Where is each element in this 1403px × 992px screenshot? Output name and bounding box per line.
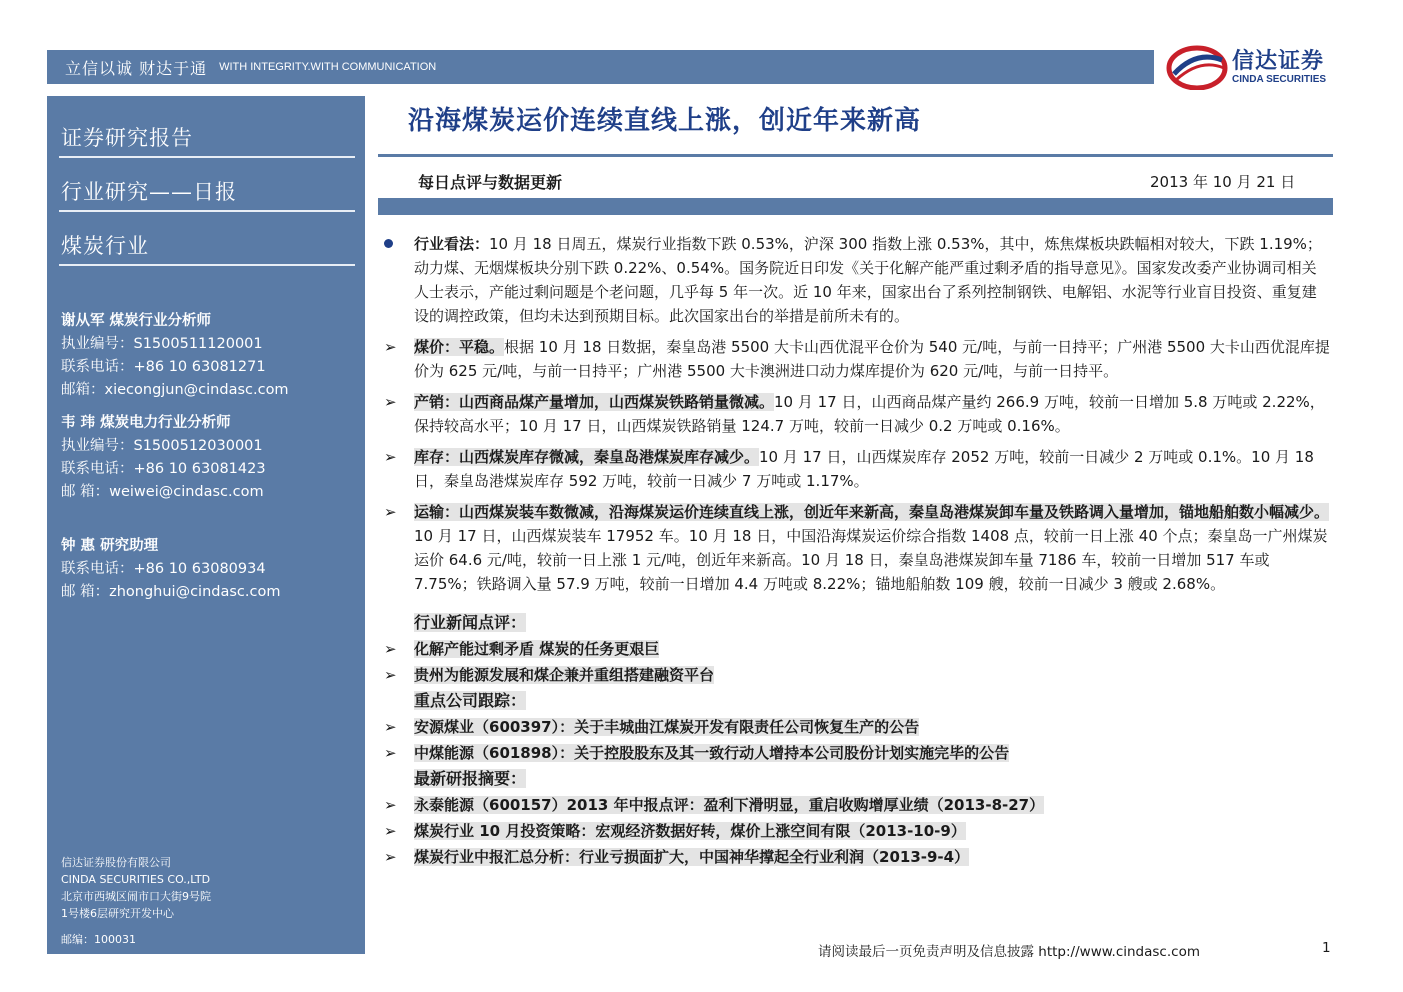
sidebar-divider — [59, 264, 355, 266]
paragraph-text: 10 月 17 日，山西商品煤产量约 266.9 万吨，较前一日增加 5.8 万吨或 2.22%，保持较高水平；10 月 17 日，山西煤炭铁路销量 124.7 万吨，较前一日减少 0.2 万吨或 0.16%。 — [414, 393, 1325, 435]
analyst-name: 韦 玮 煤炭电力行业分析师 — [61, 415, 231, 431]
arrow-bullet-icon: ➢ — [384, 744, 397, 762]
company-info — [61, 854, 211, 922]
analyst-card — [61, 412, 266, 504]
paragraph-lead: 库存：山西煤炭库存微减，秦皇岛港煤炭库存减少。 — [414, 448, 760, 466]
company-item[interactable]: ➢ 中煤能源（601898）：关于控股股东及其一致行动人增持本公司股份计划实施完毕的公告 — [380, 740, 1330, 766]
reports-section-heading: 最新研报摘要： — [414, 769, 527, 788]
sidebar-divider — [59, 156, 355, 158]
paragraph-lead: 煤价：平稳。 — [414, 338, 505, 356]
report-item[interactable]: ➢ 煤炭行业中报汇总分析：行业亏损面扩大，中国神华撑起全行业利润（2013-9-4） — [380, 844, 1330, 870]
arrow-bullet-icon: ➢ — [384, 796, 397, 814]
slogan-en: WITH INTEGRITY.WITH COMMUNICATION — [219, 61, 437, 73]
paragraph-text: 根据 10 月 18 日数据，秦皇岛港 5500 大卡山西优混平仓价为 540 元/吨，与前一日持平；广州港 5500 大卡山西优混库提价为 625 元/吨，与前一日持平；广州港 5500 大卡澳洲进口动力煤库提价为 620 元/吨，与前一日持平。 — [414, 338, 1330, 380]
report-item[interactable]: ➢ 煤炭行业 10 月投资策略：宏观经济数据好转，煤价上涨空间有限（2013-10-9） — [380, 818, 1330, 844]
report-subtitle: 每日点评与数据更新 — [418, 173, 563, 192]
arrow-bullet-icon: ➢ — [384, 503, 397, 521]
main-content — [380, 232, 1330, 870]
analyst-license: 执业编号：S1500512030001 — [61, 438, 263, 454]
analyst-name: 钟 惠 研究助理 — [61, 538, 159, 554]
news-item[interactable]: ➢ 贵州为能源发展和煤企兼并重组搭建融资平台 — [380, 662, 1330, 688]
paragraph-lead: 行业看法： — [414, 235, 490, 253]
arrow-bullet-icon: ➢ — [384, 848, 397, 866]
arrow-bullet-icon: ➢ — [384, 718, 397, 736]
analyst-card — [61, 310, 289, 402]
analyst-name: 谢从军 煤炭行业分析师 — [61, 313, 212, 329]
page-number: 1 — [1322, 940, 1331, 956]
company-name-cn: 信达证券股份有限公司 — [61, 856, 171, 869]
sidebar — [47, 96, 365, 954]
industry-name: 煤炭行业 — [61, 234, 149, 258]
inventory-paragraph — [380, 445, 1330, 493]
logo-en: CINDA SECURITIES — [1232, 73, 1327, 85]
report-type: 证券研究报告 — [61, 126, 193, 150]
title-divider — [378, 154, 1333, 157]
company-logo — [1166, 44, 1356, 90]
header-bar — [378, 198, 1333, 215]
industry-view-paragraph — [380, 232, 1330, 328]
company-address: 1号楼6层研究开发中心 — [61, 907, 174, 920]
production-sales-paragraph — [380, 390, 1330, 438]
top-banner — [47, 50, 1154, 84]
analyst-card — [61, 535, 280, 604]
cinda-logo-icon — [1166, 44, 1228, 90]
disclaimer-link[interactable]: 请阅读最后一页免责声明及信息披露 http://www.cindasc.com — [818, 944, 1200, 960]
company-zip: 邮编：100031 — [61, 933, 136, 946]
sidebar-divider — [59, 210, 355, 212]
arrow-bullet-icon: ➢ — [384, 448, 397, 466]
report-category: 行业研究——日报 — [61, 180, 237, 204]
analyst-email[interactable]: 邮 箱：weiwei@cindasc.com — [61, 484, 264, 500]
arrow-bullet-icon: ➢ — [384, 393, 397, 411]
report-date: 2013 年 10 月 21 日 — [1150, 173, 1296, 191]
bullet-dot-icon — [384, 239, 393, 248]
analyst-phone: 联系电话：+86 10 63081271 — [61, 359, 266, 375]
coal-price-paragraph — [380, 335, 1330, 383]
news-section-heading: 行业新闻点评： — [414, 613, 527, 632]
analyst-phone: 联系电话：+86 10 63081423 — [61, 461, 266, 477]
analyst-license: 执业编号：S1500511120001 — [61, 336, 263, 352]
paragraph-text: 10 月 17 日，山西煤炭装车 17952 车。10 月 18 日，中国沿海煤炭运价综合指数 1408 点，较前一日上涨 40 个点；秦皇岛一广州煤炭运价 64.6 元/吨，较前一日上涨 1 元/吨，创近年来新高。10 月 18 日，秦皇岛港煤炭卸车量 7186 车，较前一日增加 517 车或 7.75%；铁路调入量 57.9 万吨，较前一日增加 4.4 万吨或 8.22%；锚地船舶数 109 艘，较前一日减少 3 艘或 2.68%。 — [414, 527, 1328, 593]
paragraph-text: 10 月 18 日周五，煤炭行业指数下跌 0.53%，沪深 300 指数上涨 0.53%，其中，炼焦煤板块跌幅相对较大，下跌 1.19%；动力煤、无烟煤板块分别下跌 0.22%、0.54%。国务院近日印发《关于化解产能严重过剩矛盾的指导意见》。国家发改委产业协调司相关人士表示，产能过剩问题是个老问题，几乎每 5 年一次。近 10 年来，国家出台了系列控制钢铁、电解铝、水泥等行业盲目投资、重复建设的调控政策，但均未达到预期目标。此次国家出台的举措是前所未有的。 — [414, 235, 1322, 325]
analyst-email[interactable]: 邮箱：xiecongjun@cindasc.com — [61, 382, 289, 398]
analyst-email[interactable]: 邮 箱：zhonghui@cindasc.com — [61, 584, 281, 600]
slogan-cn: 立信以诚 财达于通 — [65, 58, 208, 78]
transport-paragraph — [380, 500, 1330, 596]
company-name-en: CINDA SECURITIES CO.,LTD — [61, 873, 211, 886]
company-item[interactable]: ➢ 安源煤业（600397）：关于丰城曲江煤炭开发有限责任公司恢复生产的公告 — [380, 714, 1330, 740]
company-section-heading: 重点公司跟踪： — [414, 691, 527, 710]
analyst-phone: 联系电话：+86 10 63080934 — [61, 561, 266, 577]
arrow-bullet-icon: ➢ — [384, 640, 397, 658]
arrow-bullet-icon: ➢ — [384, 822, 397, 840]
report-title: 沿海煤炭运价连续直线上涨，创近年来新高 — [408, 106, 922, 136]
paragraph-lead: 产销：山西商品煤产量增加，山西煤炭铁路销量微减。 — [414, 393, 775, 411]
report-item[interactable]: ➢ 永泰能源（600157）2013 年中报点评：盈利下滑明显，重启收购增厚业绩（2013-8-27） — [380, 792, 1330, 818]
company-address: 北京市西城区闹市口大街9号院 — [61, 890, 211, 903]
arrow-bullet-icon: ➢ — [384, 666, 397, 684]
arrow-bullet-icon: ➢ — [384, 338, 397, 356]
paragraph-lead: 运输：山西煤炭装车数微减，沿海煤炭运价连续直线上涨，创近年来新高，秦皇岛港煤炭卸车量及铁路调入量增加，锚地船舶数小幅减少。 — [414, 503, 1330, 521]
paragraph-text: 10 月 17 日，山西煤炭库存 2052 万吨，较前一日减少 2 万吨或 0.1%。10 月 18 日，秦皇岛港煤炭库存 592 万吨，较前一日减少 7 万吨或 1.17%。 — [414, 448, 1314, 490]
logo-cn: 信达证券 — [1232, 48, 1325, 74]
news-item[interactable]: ➢ 化解产能过剩矛盾 煤炭的任务更艰巨 — [380, 636, 1330, 662]
